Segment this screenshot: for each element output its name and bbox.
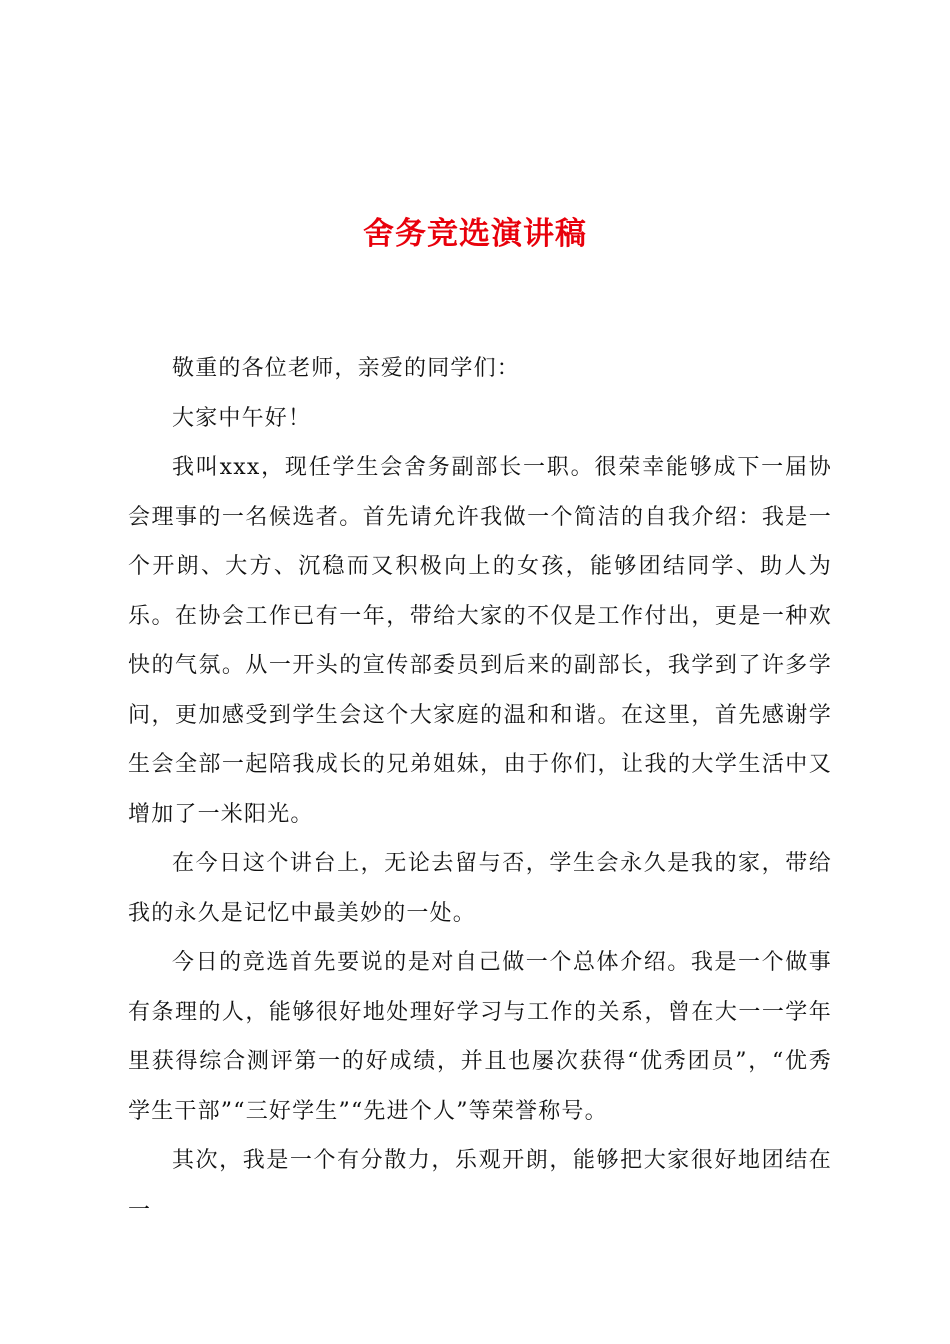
document-body — [128, 344, 832, 1235]
second-point-paragraph: 其次，我是一个有分散力，乐观开朗，能够把大家很好地团结在一 — [128, 1148, 832, 1223]
podium-paragraph: 在今日这个讲台上，无论去留与否，学生会永久是我的家，带给我的永久是记忆中最美妙的一处。 — [128, 851, 832, 926]
greeting-paragraph: 大家中午好！ — [172, 405, 312, 431]
overall-introduction-paragraph: 今日的竞选首先要说的是对自己做一个总体介绍。我是一个做事有条理的人，能够很好地处理好学习与工作的关系，曾在大一一学年里获得综合测评第一的好成绩，并且也屡次获得“优秀团员”，“优秀学生干部”“三好学生”“先进个人”等荣誉称号。 — [128, 950, 832, 1124]
salutation-paragraph: 敬重的各位老师，亲爱的同学们： — [172, 356, 521, 381]
self-introduction-paragraph: 我叫xxx，现任学生会舍务副部长一职。很荣幸能够成下一届协会理事的一名候选者。首先请允许我做一个简洁的自我介绍：我是一个开朗、大方、沉稳而又积极向上的女孩，能够团结同学、助人为乐。在协会工作已有一年，带给大家的不仅是工作付出，更是一种欢快的气氛。从一开头的宣传部委员到后来的副部长，我学到了许多学问，更加感受到学生会这个大家庭的温和和谐。在这里，首先感谢学生会全部一起陪我成长的兄弟姐妹，由于你们，让我的大学生活中又增加了一米阳光。 — [128, 455, 832, 827]
document-title: 舍务竞选演讲稿 — [363, 216, 587, 252]
